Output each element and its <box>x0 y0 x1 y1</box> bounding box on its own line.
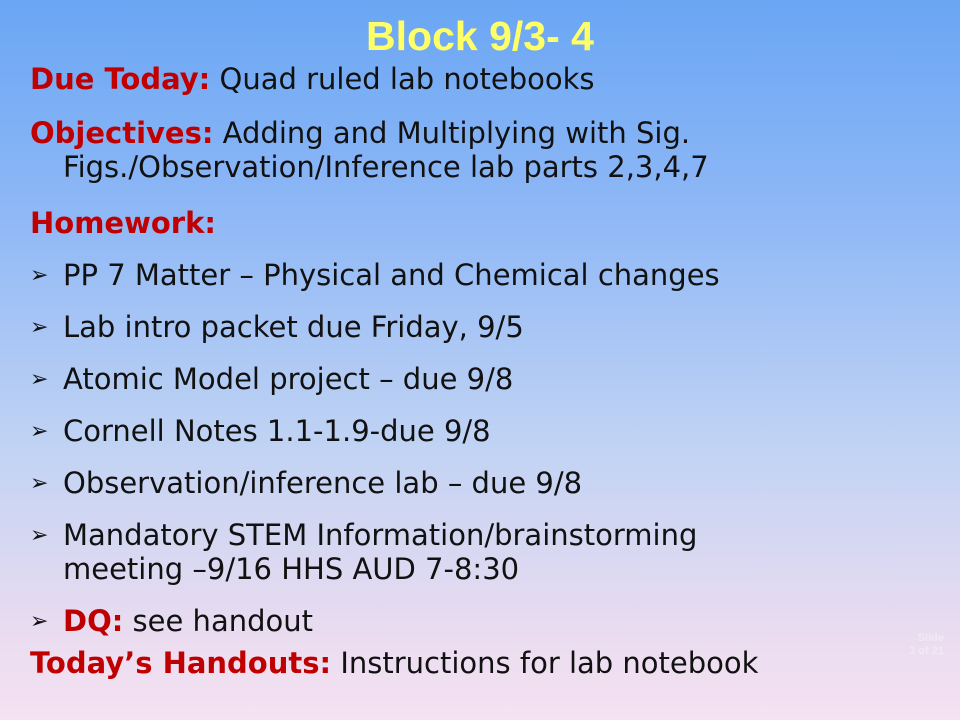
homework-item-text: PP 7 Matter – Physical and Chemical changes <box>63 258 720 292</box>
arrow-bullet-icon: ➢ <box>30 419 49 444</box>
arrow-bullet-icon: ➢ <box>30 471 49 496</box>
due-today-label: Due Today: <box>30 62 211 96</box>
homework-item-text: Observation/inference lab – due 9/8 <box>63 466 583 500</box>
homework-item-text: Lab intro packet due Friday, 9/5 <box>63 310 524 344</box>
objectives-text-2: Figs./Observation/Inference lab parts 2,3,4,7 <box>63 150 709 184</box>
handouts-text: Instructions for lab notebook <box>340 646 759 680</box>
slide-number-label: Slide <box>917 632 944 644</box>
homework-item-text: Atomic Model project – due 9/8 <box>63 362 514 396</box>
arrow-bullet-icon: ➢ <box>30 523 49 548</box>
due-today-line <box>30 62 595 96</box>
handouts-line <box>30 646 758 680</box>
homework-item-text: Mandatory STEM Information/brainstorming <box>63 518 698 552</box>
objectives-line-1 <box>30 116 709 150</box>
dq-text: see handout <box>132 604 313 638</box>
homework-label: Homework: <box>30 206 216 240</box>
objectives-text-1: Adding and Multiplying with Sig. <box>222 116 691 150</box>
dq-label: DQ: <box>63 604 124 638</box>
due-today-text: Quad ruled lab notebooks <box>219 62 595 96</box>
slide-title: Block 9/3- 4 <box>366 13 594 59</box>
slide-number-value: 3 of 21 <box>909 645 944 657</box>
handouts-label: Today’s Handouts: <box>30 646 332 680</box>
arrow-bullet-icon: ➢ <box>30 609 49 634</box>
slide-number <box>884 632 944 658</box>
arrow-bullet-icon: ➢ <box>30 367 49 392</box>
arrow-bullet-icon: ➢ <box>30 315 49 340</box>
homework-item-text-continued: meeting –9/16 HHS AUD 7-8:30 <box>63 552 520 586</box>
arrow-bullet-icon: ➢ <box>30 263 49 288</box>
objectives-label: Objectives: <box>30 116 214 150</box>
homework-item-text: Cornell Notes 1.1-1.9-due 9/8 <box>63 414 491 448</box>
homework-item-text <box>63 604 313 638</box>
objectives-block <box>30 116 709 184</box>
